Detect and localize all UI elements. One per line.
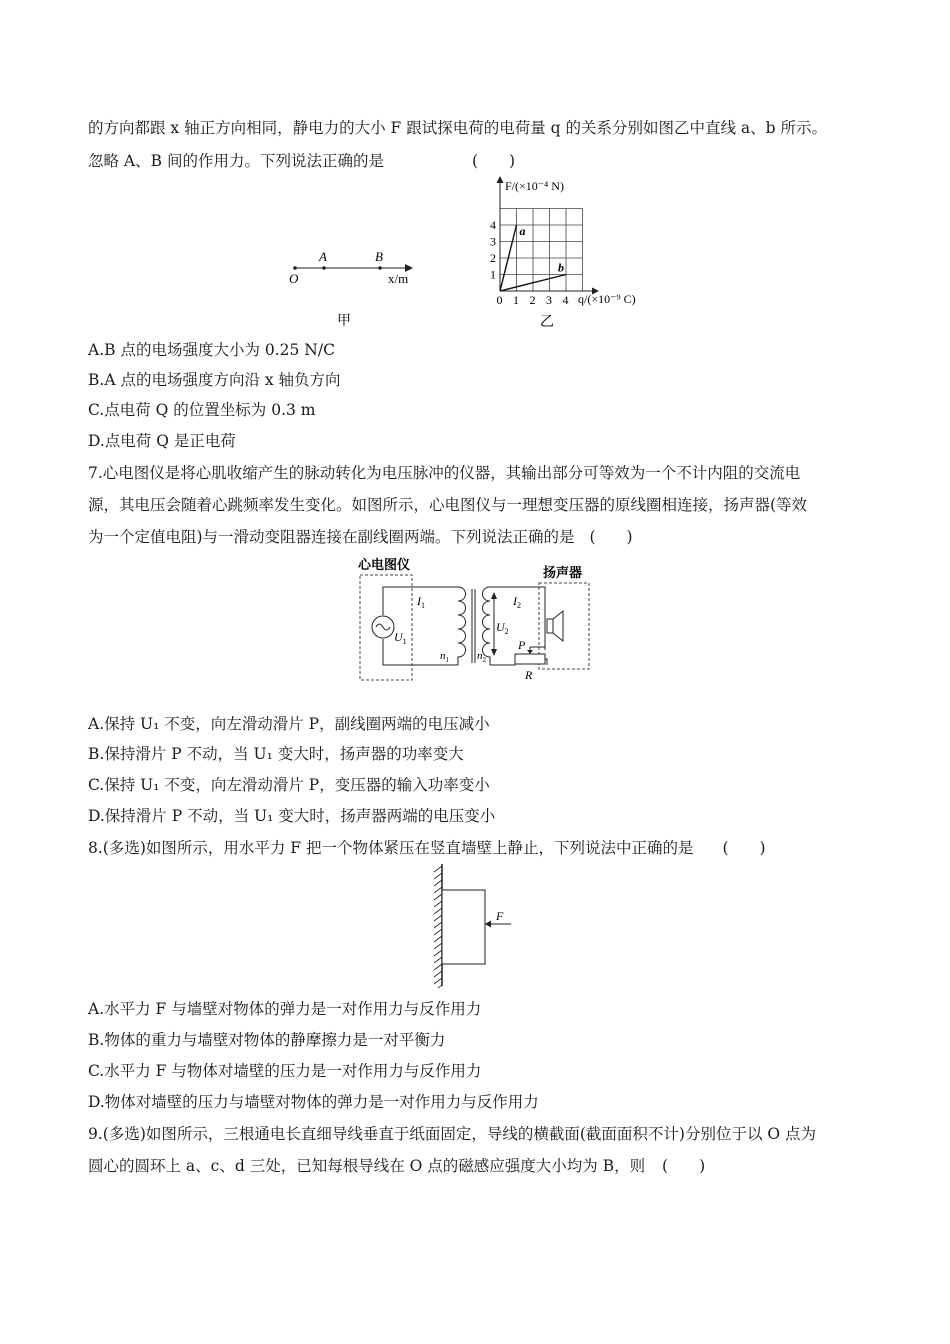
q6-intro-line1: 的方向都跟 x 轴正方向相同，静电力的大小 F 跟试探电荷的电荷量 q 的关系分别如图乙中直线 a、b 所示。 bbox=[88, 119, 828, 137]
q6-figure-yi-chart bbox=[480, 176, 670, 331]
y-tick-label: 4 bbox=[490, 218, 496, 232]
q7-stem-line2: 源，其电压会随着心跳频率发生变化。如图所示，心电图仪与一理想变压器的原线圈相连接，扬声器(等效 bbox=[88, 496, 808, 514]
block bbox=[442, 890, 485, 964]
point-a bbox=[322, 266, 326, 270]
slider-p-arrow bbox=[527, 650, 533, 654]
figure-label-jia: 甲 bbox=[337, 314, 351, 329]
hatch-line bbox=[434, 978, 442, 984]
q6-option-b: B.A 点的电场强度方向沿 x 轴负方向 bbox=[88, 371, 341, 389]
q8-option-b: B.物体的重力与墙壁对物体的静摩擦力是一对平衡力 bbox=[88, 1031, 446, 1049]
hatch-line bbox=[434, 873, 442, 879]
q8-stem-text: 8.(多选)如图所示，用水平力 F 把一个物体紧压在竖直墙壁上静止，下列说法中正确的是 bbox=[88, 839, 694, 857]
primary-coil bbox=[458, 587, 466, 665]
hatch-line bbox=[434, 887, 442, 893]
q7-stem-text: 为一个定值电阻)与一滑动变阻器连接在副线圈两端。下列说法正确的是 bbox=[88, 528, 575, 546]
rheostat-r bbox=[515, 654, 545, 664]
x-tick-label: 0 bbox=[496, 293, 503, 307]
series-label-b: b bbox=[558, 260, 564, 275]
point-b bbox=[378, 266, 382, 270]
q8-option-d: D.物体对墙壁的压力与墙壁对物体的弹力是一对作用力与反作用力 bbox=[88, 1093, 539, 1111]
hatch-line bbox=[434, 908, 442, 914]
q7-stem-line3 bbox=[88, 527, 633, 547]
u2-arrow-head-top bbox=[491, 592, 497, 599]
chart-grid bbox=[500, 209, 583, 292]
q6-option-c: C.点电荷 Q 的位置坐标为 0.3 m bbox=[88, 401, 316, 419]
y-tick-label: 2 bbox=[490, 251, 496, 265]
y-tick-label: 1 bbox=[490, 267, 496, 282]
hatch-line bbox=[434, 922, 442, 928]
chart-ticks bbox=[490, 218, 569, 307]
wall-hatching bbox=[434, 866, 442, 988]
q8-stem-line bbox=[88, 838, 766, 858]
chart-x-label: q/(×10⁻⁹ C) bbox=[578, 292, 636, 306]
series-label-a: a bbox=[519, 224, 526, 238]
label-b: B bbox=[375, 249, 383, 264]
q6-intro-line2 bbox=[88, 151, 516, 171]
q7-answer-bracket: ( ) bbox=[589, 528, 633, 546]
q6-option-d: D.点电荷 Q 是正电荷 bbox=[88, 432, 236, 450]
hatch-line bbox=[434, 901, 442, 907]
q8-option-a: A.水平力 F 与墙壁对物体的弹力是一对作用力与反作用力 bbox=[88, 1000, 482, 1018]
ecg-dashed-box bbox=[360, 575, 412, 680]
axis-label-x: x/m bbox=[388, 271, 409, 286]
label-a: A bbox=[319, 249, 327, 264]
i1-label: $I_1$ bbox=[417, 594, 425, 610]
q7-option-c: C.保持 U₁ 不变，向左滑动滑片 P，变压器的输入功率变小 bbox=[88, 776, 490, 794]
q8-option-c: C.水平力 F 与物体对墙壁的压力是一对作用力与反作用力 bbox=[88, 1062, 482, 1080]
q6-figure-jia bbox=[280, 245, 430, 330]
ecg-label: 心电图仪 bbox=[358, 557, 411, 572]
hatch-line bbox=[434, 894, 442, 900]
u2-arrow-head-bottom bbox=[491, 649, 497, 656]
y-tick-label: 3 bbox=[490, 234, 496, 249]
hatch-line bbox=[434, 957, 442, 963]
q7-stem-line1: 7.心电图仪是将心肌收缩产生的脉动转化为电压脉冲的仪器，其输出部分可等效为一个不计内阻的交流电 bbox=[88, 464, 801, 482]
q9-stem-line2 bbox=[88, 1156, 705, 1176]
q7-circuit-figure bbox=[355, 555, 595, 685]
q7-option-d: D.保持滑片 P 不动，当 U₁ 变大时，扬声器两端的电压变小 bbox=[88, 807, 496, 825]
speaker-icon bbox=[547, 619, 553, 633]
q8-answer-bracket: ( ) bbox=[722, 839, 766, 857]
q9-stem-text: 圆心的圆环上 a、c、d 三处，已知每根导线在 O 点的磁感应强度大小均为 B，则 bbox=[88, 1157, 646, 1175]
hatch-line bbox=[434, 915, 442, 921]
label-o: O bbox=[289, 271, 299, 286]
u1-label: $U_1$ bbox=[394, 630, 407, 646]
q9-stem-line1: 9.(多选)如图所示，三根通电长直细导线垂直于纸面固定，导线的横截面(截面面积不计)分别位于以 O 点为 bbox=[88, 1125, 817, 1143]
point-o bbox=[293, 266, 297, 270]
speaker-label: 扬声器 bbox=[543, 565, 583, 580]
chart-y-label: F/(×10⁻⁴ N) bbox=[505, 179, 564, 193]
hatch-line bbox=[434, 964, 442, 970]
p-label: P bbox=[518, 638, 526, 652]
q9-answer-bracket: ( ) bbox=[662, 1157, 706, 1175]
hatch-line bbox=[434, 943, 442, 949]
n2-label: $n_2$ bbox=[477, 650, 486, 664]
x-tick-label: 1 bbox=[513, 293, 519, 307]
x-tick-label: 4 bbox=[562, 293, 569, 307]
n1-label: $n_1$ bbox=[440, 650, 449, 664]
q7-option-b: B.保持滑片 P 不动，当 U₁ 变大时，扬声器的功率变大 bbox=[88, 745, 464, 763]
q6-intro-text: 忽略 A、B 间的作用力。下列说法正确的是 bbox=[88, 152, 384, 170]
hatch-line bbox=[434, 950, 442, 956]
speaker-cone-icon bbox=[553, 611, 563, 641]
q6-option-a: A.B 点的电场强度大小为 0.25 N/C bbox=[88, 341, 335, 359]
chart-y-axis-arrow bbox=[497, 176, 504, 183]
force-arrow-head bbox=[485, 921, 491, 928]
q6-answer-bracket: ( ) bbox=[472, 152, 516, 170]
x-tick-label: 3 bbox=[546, 293, 552, 307]
figure-label-yi: 乙 bbox=[540, 315, 554, 330]
secondary-coil bbox=[483, 587, 491, 665]
x-tick-label: 2 bbox=[529, 293, 536, 307]
i2-label: $I_2$ bbox=[513, 594, 521, 610]
u2-label: $U_2$ bbox=[496, 620, 509, 636]
hatch-line bbox=[434, 985, 442, 988]
hatch-line bbox=[434, 936, 442, 942]
r-label: R bbox=[525, 668, 533, 682]
ac-wave-icon bbox=[376, 624, 390, 630]
force-label-f: F bbox=[496, 909, 504, 923]
hatch-line bbox=[434, 929, 442, 935]
hatch-line bbox=[434, 866, 442, 872]
hatch-line bbox=[434, 880, 442, 886]
q7-option-a: A.保持 U₁ 不变，向左滑动滑片 P，副线圈两端的电压减小 bbox=[88, 715, 490, 733]
hatch-line bbox=[434, 971, 442, 977]
q8-wall-block-figure bbox=[428, 862, 528, 988]
